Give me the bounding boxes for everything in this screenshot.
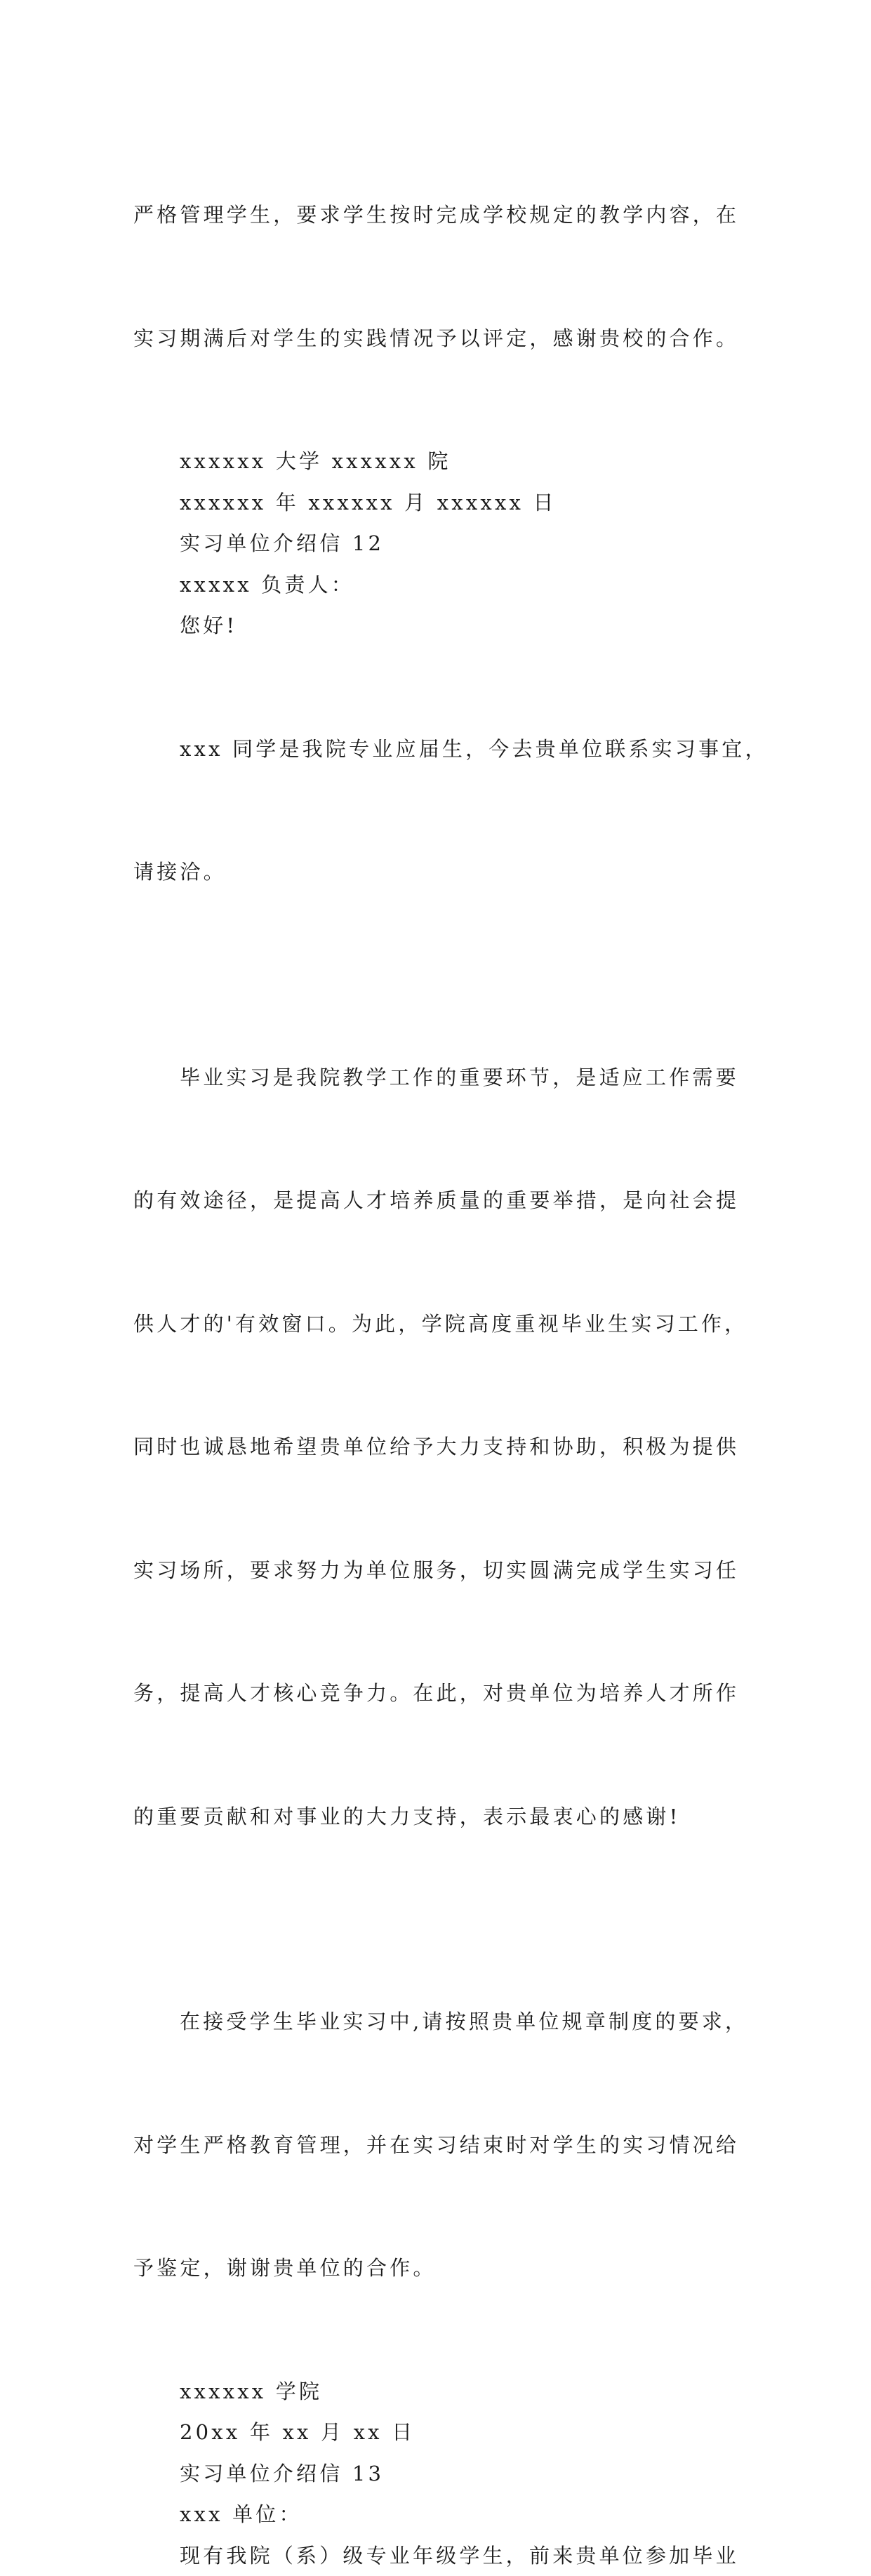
letter-12-paragraph-1 bbox=[133, 646, 744, 975]
letter-12-paragraph-2 bbox=[133, 975, 744, 1920]
text-line: 毕业实习是我院教学工作的重要环节，是适应工作需要 bbox=[133, 1057, 744, 1098]
document-body bbox=[133, 112, 744, 2576]
text-line: 对学生严格教育管理，并在实习结束时对学生的实习情况给 bbox=[133, 2125, 744, 2166]
letter-12-signature: xxxxxx 学院 bbox=[133, 2371, 744, 2412]
text-line: 的重要贡献和对事业的大力支持，表示最衷心的感谢! bbox=[133, 1796, 744, 1838]
text-line: 严格管理学生，要求学生按时完成学校规定的教学内容，在 bbox=[133, 194, 744, 236]
text-line: 同时也诚恳地希望贵单位给予大力支持和协助，积极为提供 bbox=[133, 1426, 744, 1468]
document-page bbox=[0, 0, 871, 1231]
text-line: xxx 同学是我院专业应届生，今去贵单位联系实习事宜， bbox=[133, 729, 744, 770]
letter-13-addressee: xxx 单位： bbox=[133, 2494, 744, 2535]
letter-12-greeting: 您好! bbox=[133, 605, 744, 646]
letter-11-date: xxxxxx 年 xxxxxx 月 xxxxxx 日 bbox=[133, 482, 744, 524]
text-line: 在接受学生毕业实习中,请按照贵单位规章制度的要求， bbox=[133, 2001, 744, 2043]
letter-13-title: 实习单位介绍信 13 bbox=[133, 2453, 744, 2495]
text-line: 供人才的'有效窗口。为此，学院高度重视毕业生实习工作， bbox=[133, 1303, 744, 1345]
text-line: 予鉴定，谢谢贵单位的合作。 bbox=[133, 2248, 744, 2289]
text-line: 请接洽。 bbox=[133, 851, 744, 893]
text-line: 务，提高人才核心竞争力。在此，对贵单位为培养人才所作 bbox=[133, 1673, 744, 1714]
continued-paragraph bbox=[133, 112, 744, 441]
letter-12-paragraph-3 bbox=[133, 1919, 744, 2371]
text-line: 的有效途径，是提高人才培养质量的重要举措，是向社会提 bbox=[133, 1180, 744, 1221]
letter-11-signature: xxxxxx 大学 xxxxxx 院 bbox=[133, 441, 744, 482]
letter-13-paragraph-1: 现有我院（系）级专业年级学生，前来贵单位参加毕业 bbox=[133, 2535, 744, 2576]
text-line: 实习场所，要求努力为单位服务，切实圆满完成学生实习任 bbox=[133, 1550, 744, 1591]
text-line: 实习期满后对学生的实践情况予以评定，感谢贵校的合作。 bbox=[133, 318, 744, 359]
letter-12-addressee: xxxxx 负责人： bbox=[133, 564, 744, 606]
letter-12-date: 20xx 年 xx 月 xx 日 bbox=[133, 2412, 744, 2453]
letter-12-title: 实习单位介绍信 12 bbox=[133, 523, 744, 564]
